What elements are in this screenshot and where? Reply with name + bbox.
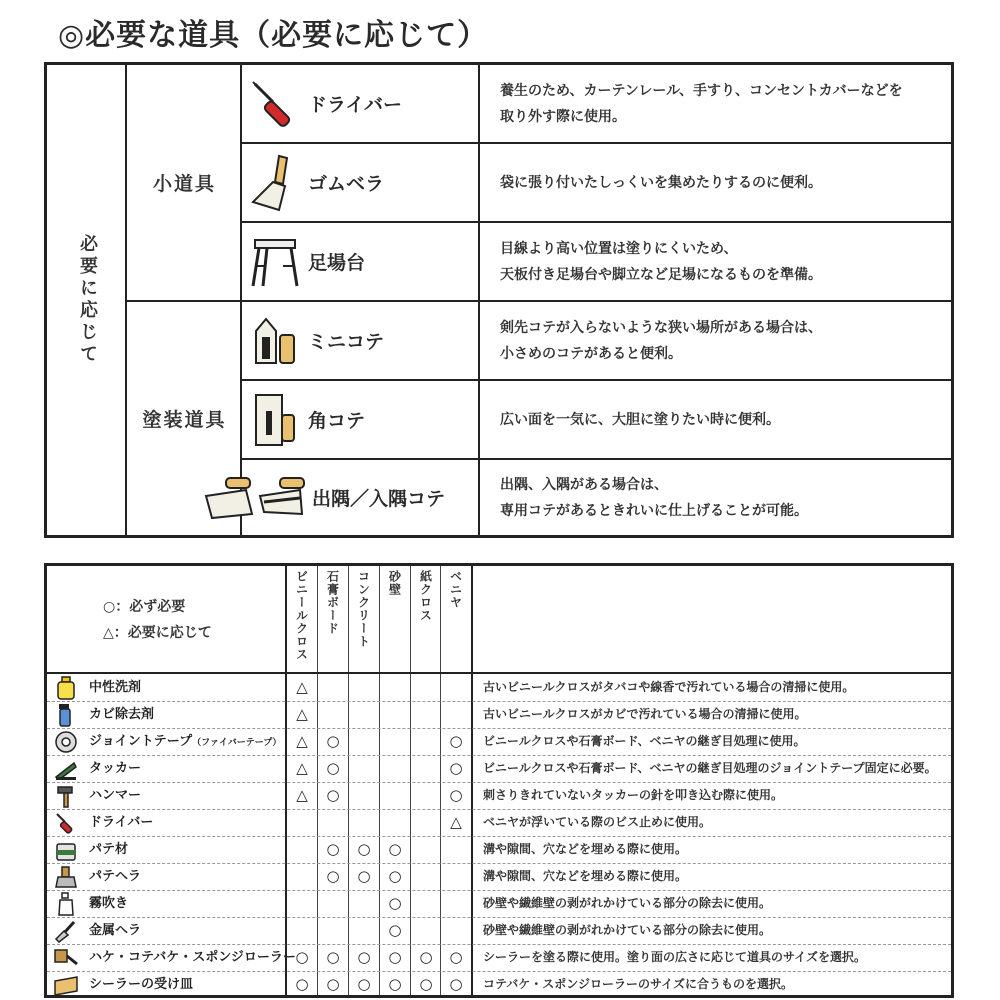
tool-row [242,302,951,379]
tool-name-label: 出隅／入隅コテ [312,488,446,510]
requirement-mark [287,809,317,836]
tool-name-label: ハケ・コテバケ・スポンジローラー [89,950,296,965]
screwdriver-icon [53,810,79,835]
requirement-mark [318,674,348,701]
stapler-icon [53,756,79,781]
requirement-mark [349,809,379,836]
tool-row [242,223,951,300]
tool-name-label: ドライバー [308,94,403,116]
tool-description: 古いビニールクロスがカビで汚れている場合の清掃に使用。 [483,707,807,721]
requirement-mark [287,917,317,944]
tool-name-label: ゴムベラ [308,173,385,195]
requirement-mark: ○ [326,840,340,858]
requirement-mark: △ [296,759,308,777]
requirement-mark [441,836,471,863]
requirement-mark [411,863,441,890]
legend-optional: △：必要に応じて [103,625,212,641]
requirement-mark [441,890,471,917]
tool-row [242,460,951,535]
requirement-mark: ○ [419,975,433,993]
requirement-mark: ○ [449,759,463,777]
putty-knife-icon [53,864,79,889]
requirement-mark [349,917,379,944]
column-header-concrete: コンクリート [356,570,371,648]
optional-label: 必要に応じて [77,234,98,366]
requirement-mark [349,674,379,701]
tool-description: 剣先コテが入らないような狭い場所がある場合は、 小さめのコテがあると便利。 [500,319,822,362]
square-trowel-icon [242,390,308,450]
requirement-mark [287,863,317,890]
requirement-mark [287,890,317,917]
requirement-mark: ○ [388,867,402,885]
requirement-mark: △ [296,732,308,750]
table-row [47,809,951,836]
tool-description: 溝や隙間、穴などを埋める際に使用。 [483,869,688,883]
mini-trowel-icon [242,311,308,371]
requirement-mark: ○ [357,975,371,993]
requirement-mark: ○ [326,975,340,993]
requirement-mark [349,728,379,755]
tool-row [242,381,951,458]
tool-name-label: 中性洗剤 [89,680,142,695]
tool-description: 広い面を一気に、大胆に塗りたい時に便利。 [500,411,780,428]
tool-name-label: パテ材 [89,842,129,857]
requirement-mark [349,890,379,917]
requirement-mark [349,782,379,809]
requirement-mark: ○ [357,840,371,858]
requirement-mark [441,917,471,944]
requirement-mark [349,755,379,782]
requirement-mark: ○ [449,948,463,966]
requirement-mark: ○ [449,786,463,804]
tool-name-label: ミニコテ [308,331,385,353]
table-row [47,701,951,728]
requirement-mark [411,836,441,863]
tool-name-label: 金属ヘラ [89,923,142,938]
table-row [47,863,951,890]
hammer-icon [53,783,79,808]
requirement-mark [411,674,441,701]
requirement-mark [441,863,471,890]
requirement-mark: ○ [388,975,402,993]
requirement-mark: ○ [326,948,340,966]
requirement-mark [349,701,379,728]
table-row [47,755,951,782]
metal-scraper-icon [53,918,79,943]
table-row [47,971,951,998]
requirement-mark [380,728,410,755]
putty-bucket-icon [53,837,79,862]
tool-description: ベニヤが浮いている際のビス止めに使用。 [483,815,712,829]
requirement-mark [411,701,441,728]
requirement-mark: △ [450,813,462,831]
requirement-mark: ○ [295,975,309,993]
requirement-mark [411,917,441,944]
requirement-mark [411,890,441,917]
requirement-mark [380,809,410,836]
tool-description: 溝や隙間、穴などを埋める際に使用。 [483,842,688,856]
tool-description: 古いビニールクロスがタバコや線香で汚れている場合の清掃に使用。 [483,680,855,694]
requirement-mark [411,782,441,809]
corner-trowel-icon [200,468,312,528]
tool-description: コテバケ・スポンジローラーのサイズに合うものを選択。 [483,977,794,991]
tool-description: 袋に張り付いたしっくいを集めたりするのに便利。 [500,174,822,191]
tool-description: 出隅、入隅がある場合は、 専用コテがあるときれいに仕上げることが可能。 [500,476,808,519]
requirement-mark [318,701,348,728]
column-header-paper: 紙クロス [418,570,433,622]
tool-row [242,65,951,142]
column-header-vinyl: ビニールクロス [294,570,309,661]
tape-roll-icon [53,729,79,754]
tool-name-label: 足場台 [308,252,366,274]
tool-description: シーラーを塗る際に使用。塗り面の広さに応じて道具のサイズを選択。 [483,950,867,964]
table-row [47,782,951,809]
requirement-mark: ○ [449,732,463,750]
wall-type-tools-table [44,563,954,998]
tool-description: 目線より高い位置は塗りにくいため、 天板付き足場台や脚立など足場になるものを準備。 [500,240,822,283]
requirement-mark: ○ [326,732,340,750]
tool-row [242,144,951,221]
requirement-mark [318,809,348,836]
screwdriver-icon [242,74,308,134]
requirement-mark [411,809,441,836]
tool-name-label: 霧吹き [89,896,129,911]
requirement-mark: △ [296,705,308,723]
requirement-mark [380,701,410,728]
tool-name-label: ハンマー [89,788,142,803]
tool-name-label: 角コテ [308,410,366,432]
requirement-mark [318,890,348,917]
requirement-mark: ○ [388,840,402,858]
requirement-mark: ○ [419,948,433,966]
requirement-mark: ○ [326,786,340,804]
spray-bottle-icon [53,702,79,727]
table-row [47,890,951,917]
requirement-mark [411,755,441,782]
requirement-mark: ○ [326,759,340,777]
column-header-plywood: ベニヤ [448,570,463,609]
requirement-mark [411,728,441,755]
requirement-mark [441,674,471,701]
requirement-mark: △ [296,678,308,696]
table-row [47,836,951,863]
tool-description: 砂壁や繊維壁の剥がれかけている部分の除去に使用。 [483,896,772,910]
brush-icon [53,945,79,970]
requirement-mark [380,782,410,809]
tool-name-label: ジョイントテープ（ファイバーテープ） [89,734,282,749]
tool-description: 刺さりきれていないタッカーの針を叩き込む際に使用。 [483,788,784,802]
group-small-tools: 小道具 [152,173,216,195]
tool-name-label: ドライバー [89,815,154,830]
detergent-bottle-icon [53,675,79,700]
table-row [47,944,951,971]
tool-description: 養生のため、カーテンレール、手すり、コンセントカバーなどを 取り外す際に使用。 [500,82,903,125]
requirement-mark [380,674,410,701]
legend-required: ○：必ず必要 [103,599,186,615]
column-header-sand-wall: 砂壁 [387,570,402,596]
tool-name-label: タッカー [89,761,142,776]
table-row [47,917,951,944]
page-title: ◎必要な道具（必要に応じて） [58,18,489,53]
table-row [47,674,951,701]
optional-tools-table [44,62,954,538]
requirement-mark: ○ [388,894,402,912]
requirement-mark: ○ [357,867,371,885]
tool-name-label: パテヘラ [89,869,142,884]
mist-sprayer-icon [53,891,79,916]
tool-description: ビニールクロスや石膏ボード、ベニヤの継ぎ目処理に使用。 [483,734,806,748]
requirement-mark: ○ [388,921,402,939]
requirement-mark: ○ [449,975,463,993]
requirement-mark: ○ [326,867,340,885]
requirement-mark [441,701,471,728]
tool-description: 砂壁や繊維壁の剥がれかけている部分の除去に使用。 [483,923,772,937]
rubber-spatula-icon [242,153,308,213]
requirement-mark: ○ [357,948,371,966]
tool-name-label: カビ除去剤 [89,707,155,722]
group-painting-tools: 塗装道具 [142,409,227,431]
tray-icon [53,972,79,997]
column-header-gypsum: 石膏ボード [325,570,340,635]
requirement-mark: △ [296,786,308,804]
table-row [47,728,951,755]
step-stool-icon [242,232,308,292]
requirement-mark [380,755,410,782]
requirement-mark: ○ [388,948,402,966]
requirement-mark [287,836,317,863]
requirement-mark: ○ [295,948,309,966]
tool-name-label: シーラーの受け皿 [89,977,194,992]
requirement-mark [318,917,348,944]
tool-description: ビニールクロスや石膏ボード、ベニヤの継ぎ目処理のジョイントテープ固定に必要。 [483,761,937,775]
